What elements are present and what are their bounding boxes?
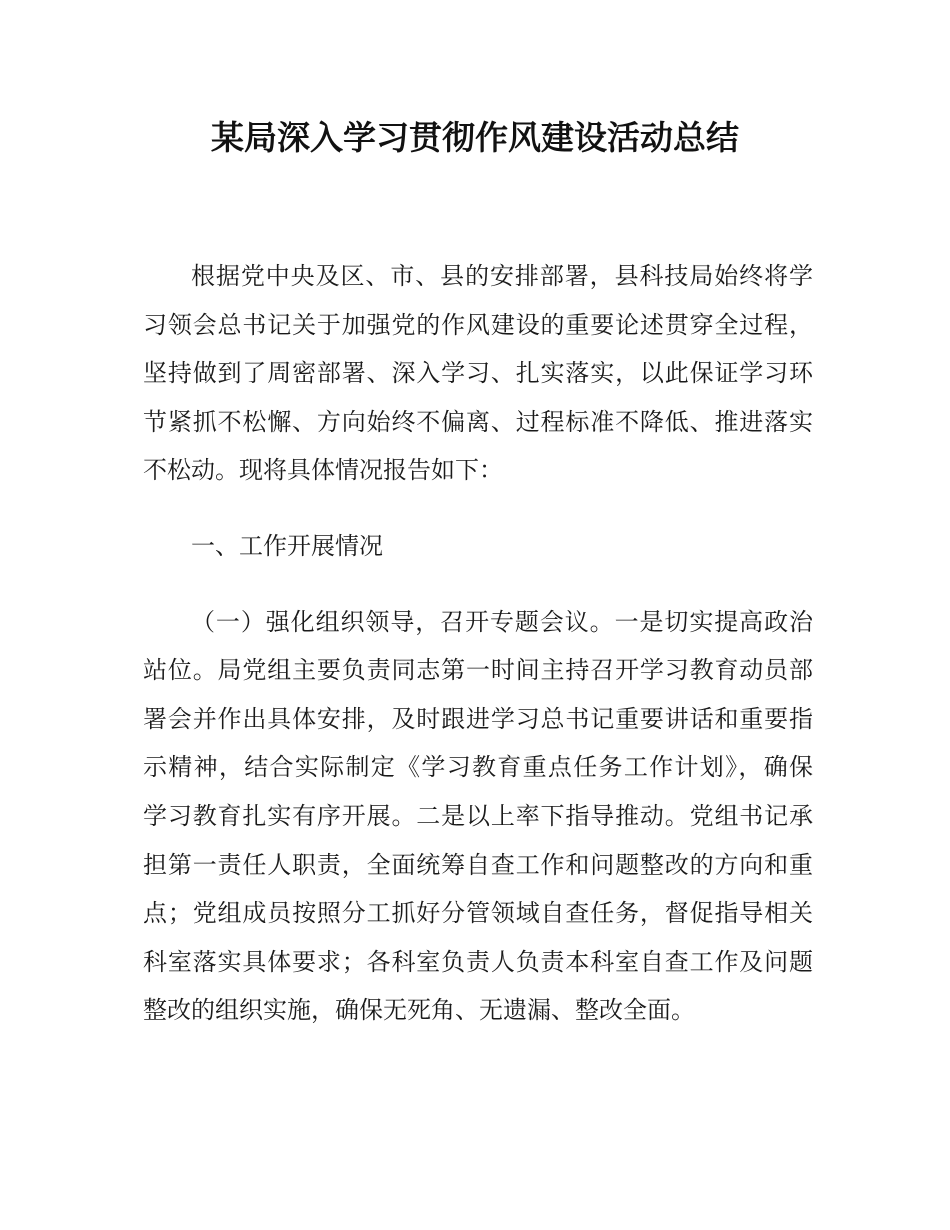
paragraph-line: 科室落实具体要求；各科室负责人负责本科室自查工作及问题 [143, 947, 813, 976]
paragraph-line: 节紧抓不松懈、方向始终不偏离、过程标准不降低、推进落实 [143, 407, 813, 436]
paragraph-line: 署会并作出具体安排，及时跟进学习总书记重要讲话和重要指 [143, 704, 813, 733]
paragraph-line: 习领会总书记关于加强党的作风建设的重要论述贯穿全过程， [143, 310, 813, 339]
paragraph-line: 点；党组成员按照分工抓好分管领域自查任务，督促指导相关 [143, 899, 813, 928]
paragraph-line: 示精神，结合实际制定《学习教育重点任务工作计划》，确保 [143, 753, 813, 782]
intro-paragraph [143, 252, 813, 495]
paragraph-line: 整改的组织实施，确保无死角、无遗漏、整改全面。 [143, 996, 695, 1025]
paragraph-line: 根据党中央及区、市、县的安排部署，县科技局始终将学 [191, 262, 813, 290]
paragraph-line: 坚持做到了周密部署、深入学习、扎实落实，以此保证学习环 [143, 359, 813, 388]
section-paragraph [143, 598, 813, 1035]
paragraph-line: 学习教育扎实有序开展。二是以上率下指导推动。党组书记承 [143, 801, 813, 830]
document-title: 某局深入学习贯彻作风建设活动总结 [211, 118, 739, 157]
paragraph-line: 担第一责任人职责，全面统筹自查工作和问题整改的方向和重 [143, 850, 813, 879]
section-heading: 一、工作开展情况 [191, 531, 383, 560]
paragraph-line: 站位。局党组主要负责同志第一时间主持召开学习教育动员部 [143, 656, 813, 685]
document-body [143, 252, 813, 1035]
paragraph-line: 不松动。现将具体情况报告如下： [143, 456, 503, 485]
paragraph-line: （一）强化组织领导，召开专题会议。一是切实提高政治 [191, 607, 813, 636]
